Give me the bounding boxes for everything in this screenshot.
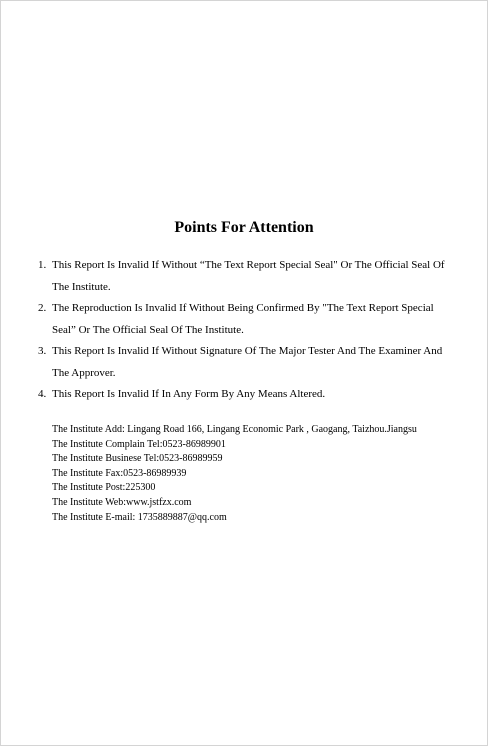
- institute-address: The Institute Add: Lingang Road 166, Lingang Economic Park , Gaogang, Taizhou.Jiangsu: [52, 424, 417, 435]
- institute-contact-block: [52, 423, 417, 525]
- institute-fax: The Institute Fax:0523-86989939: [52, 467, 187, 479]
- item-number: 2.: [38, 302, 47, 314]
- attention-item-4: [1, 384, 487, 406]
- attention-list: [1, 255, 487, 406]
- attention-item-2: [1, 298, 487, 341]
- institute-business-tel: The Institute Businese Tel:0523-86989959: [52, 453, 223, 465]
- item-text: This Report Is Invalid If Without Signature Of The Major Tester And The Examiner And The Approver.: [52, 345, 443, 379]
- attention-item-3: [1, 341, 487, 384]
- institute-web: The Institute Web:www.jstfzx.com: [52, 496, 192, 508]
- item-number: 4.: [38, 388, 47, 400]
- item-number: 3.: [38, 345, 47, 357]
- item-text: The Reproduction Is Invalid If Without Being Confirmed By "The Text Report Special Seal” Or The Official Seal Of The Institute.: [52, 302, 434, 336]
- item-text: This Report Is Invalid If In Any Form By Any Means Altered.: [52, 388, 326, 400]
- attention-item-1: [1, 255, 487, 298]
- institute-post: The Institute Post:225300: [52, 482, 156, 494]
- item-text: This Report Is Invalid If Without “The Text Report Special Seal" Or The Official Seal Of The Institute.: [52, 259, 445, 293]
- institute-email: The Institute E-mail: 1735889887@qq.com: [52, 511, 227, 523]
- page-title: Points For Attention: [174, 219, 314, 236]
- item-number: 1.: [38, 259, 47, 271]
- institute-complain-tel: The Institute Complain Tel:0523-86989901: [52, 438, 226, 450]
